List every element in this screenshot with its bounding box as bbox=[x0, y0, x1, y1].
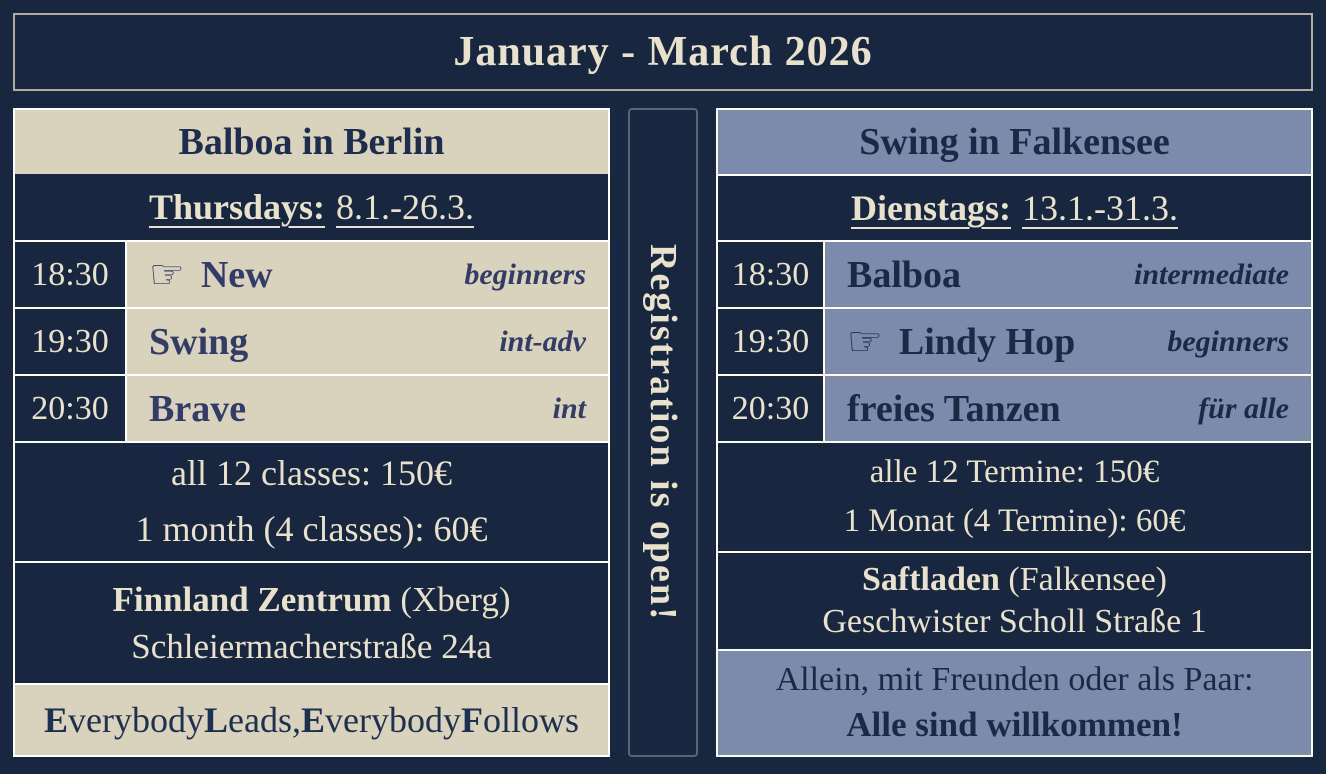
schedule-row bbox=[718, 240, 1311, 307]
schedule-row bbox=[15, 307, 608, 374]
schedule-row bbox=[15, 240, 608, 307]
registration-ribbon-text: Registration is open! bbox=[642, 243, 684, 622]
schedule-row bbox=[15, 374, 608, 441]
class-cell bbox=[127, 309, 608, 374]
class-name: New bbox=[200, 253, 273, 296]
venue-name: Saftladen bbox=[861, 560, 1000, 598]
schedule-day-text bbox=[149, 186, 474, 228]
time-cell: 18:30 bbox=[718, 242, 825, 307]
panel-balboa-berlin bbox=[13, 108, 610, 757]
venue-info bbox=[718, 551, 1311, 649]
venue-suffix: (Xberg) bbox=[391, 579, 511, 619]
time-cell: 19:30 bbox=[718, 309, 825, 374]
time-cell: 20:30 bbox=[15, 376, 127, 441]
venue-line-1 bbox=[112, 576, 510, 623]
level-label: intermediate bbox=[1134, 257, 1289, 291]
price-info bbox=[15, 441, 608, 561]
tagline: E verybody L eads, E verybody F ollows bbox=[15, 683, 608, 755]
schedule-day-bar bbox=[15, 174, 608, 240]
pointing-hand-icon: ☞ bbox=[149, 251, 185, 298]
class-name: freies Tanzen bbox=[847, 387, 1061, 430]
venue-suffix: (Falkensee) bbox=[999, 560, 1168, 598]
welcome-line-2: Alle sind willkommen! bbox=[846, 705, 1183, 745]
time-cell: 18:30 bbox=[15, 242, 127, 307]
title-banner bbox=[13, 13, 1313, 91]
price-line-2: 1 month (4 classes): 60€ bbox=[135, 509, 488, 549]
price-line-2: 1 Monat (4 Termine): 60€ bbox=[843, 503, 1186, 539]
class-name: Swing bbox=[149, 320, 249, 363]
venue-info bbox=[15, 561, 608, 683]
price-line-1: all 12 classes: 150€ bbox=[171, 453, 452, 494]
day-dates: 8.1.-26.3. bbox=[336, 187, 475, 227]
price-info bbox=[718, 441, 1311, 551]
level-label: beginners bbox=[464, 257, 586, 291]
page-title: January - March 2026 bbox=[453, 29, 873, 75]
level-label: für alle bbox=[1198, 391, 1289, 425]
class-name: Balboa bbox=[847, 253, 962, 296]
class-name: Lindy Hop bbox=[898, 320, 1076, 363]
day-label: Thursdays: bbox=[148, 187, 326, 227]
welcome-message bbox=[718, 649, 1311, 755]
day-label: Dienstags: bbox=[851, 188, 1011, 228]
class-cell bbox=[825, 242, 1311, 307]
venue-name: Finnland Zentrum bbox=[112, 579, 392, 619]
class-name: Brave bbox=[149, 387, 247, 430]
class-cell bbox=[127, 242, 608, 307]
schedule-day-bar bbox=[718, 174, 1311, 240]
class-cell bbox=[825, 309, 1311, 374]
panel-header: Swing in Falkensee bbox=[718, 110, 1311, 174]
class-cell bbox=[127, 376, 608, 441]
welcome-line-1: Allein, mit Freunden oder als Paar: bbox=[775, 661, 1254, 699]
schedule-day-text bbox=[851, 187, 1178, 229]
schedule-row bbox=[718, 307, 1311, 374]
level-label: int-adv bbox=[499, 324, 586, 358]
venue-address: Geschwister Scholl Straße 1 bbox=[822, 603, 1207, 640]
level-label: beginners bbox=[1167, 324, 1289, 358]
panel-swing-falkensee bbox=[716, 108, 1313, 757]
venue-line-1 bbox=[862, 559, 1167, 602]
price-line-1: alle 12 Termine: 150€ bbox=[869, 453, 1160, 490]
time-cell: 20:30 bbox=[718, 376, 825, 441]
schedule-row bbox=[718, 374, 1311, 441]
registration-ribbon bbox=[628, 108, 698, 757]
class-cell bbox=[825, 376, 1311, 441]
pointing-hand-icon: ☞ bbox=[847, 318, 883, 365]
level-label: int bbox=[552, 391, 586, 425]
venue-address: Schleiermacherstraße 24a bbox=[131, 627, 492, 666]
day-dates: 13.1.-31.3. bbox=[1022, 188, 1178, 228]
time-cell: 19:30 bbox=[15, 309, 127, 374]
panel-header: Balboa in Berlin bbox=[15, 110, 608, 174]
